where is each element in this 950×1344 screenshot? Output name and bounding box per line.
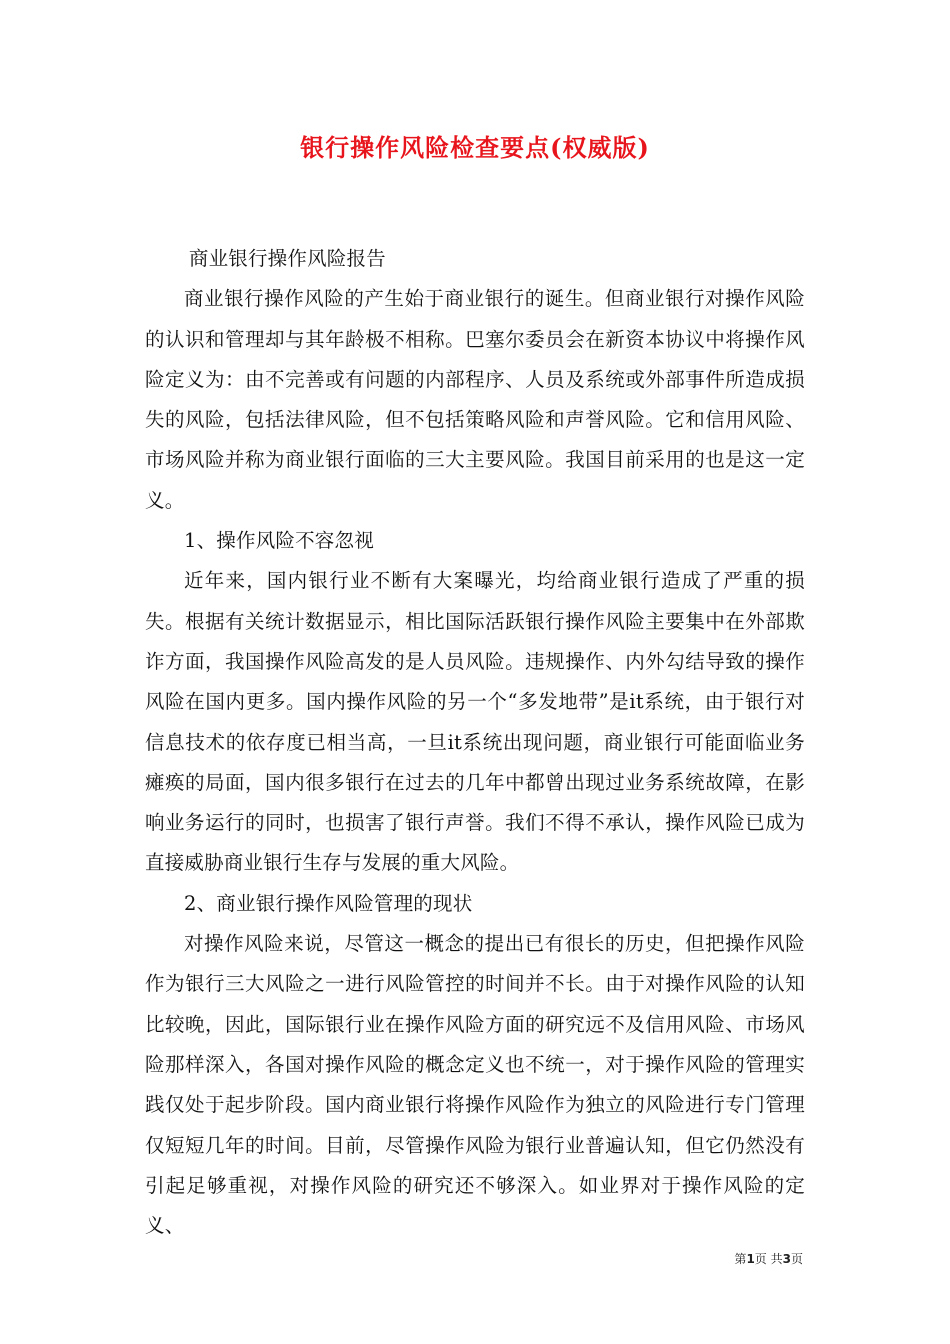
footer-prefix: 第 bbox=[734, 1252, 747, 1266]
section-subtitle: 商业银行操作风险报告 bbox=[188, 247, 386, 270]
footer-page-number: 1 bbox=[746, 1252, 755, 1266]
section-heading-2: 2、商业银行操作风险管理的现状 bbox=[184, 891, 473, 915]
footer-middle: 页 共 bbox=[754, 1252, 783, 1266]
section-heading-1: 1、操作风险不容忽视 bbox=[184, 529, 374, 553]
section-1-paragraph: 近年来，国内银行业不断有大案曝光，均给商业银行造成了严重的损失。根据有关统计数据显示，相比国际活跃银行操作风险主要集中在外部欺诈方面，我国操作风险高发的是人员风险。违规操作、内外勾结导致的操作风险在国内更多。国内操作风险的另一个“多发地带”是it系统，由于银行对信息技术的依存度已相当高，一旦it系统出现问题，商业银行可能面临业务瘫痪的局面，国内很多银行在过去的几年中都曾出现过业务系统故障，在影响业务运行的同时，也损害了银行声誉。我们不得不承认，操作风险已成为直接威胁商业银行生存与发展的重大风险。 bbox=[145, 569, 805, 875]
footer-total-pages: 3 bbox=[782, 1252, 791, 1266]
document-title: 银行操作风险检查要点(权威版) bbox=[300, 133, 650, 162]
section-2-paragraph: 对操作风险来说，尽管这一概念的提出已有很长的历史，但把操作风险作为银行三大风险之一进行风险管控的时间并不长。由于对操作风险的认知比较晚，因此，国际银行业在操作风险方面的研究远不及信用风险、市场风险那样深入，各国对操作风险的概念定义也不统一，对于操作风险的管理实践仅处于起步阶段。国内商业银行将操作风险作为独立的风险进行专门管理仅短短几年的时间。目前，尽管操作风险为银行业普遍认知，但它仍然没有引起足够重视，对操作风险的研究还不够深入。如业界对于操作风险的定义、 bbox=[145, 932, 805, 1238]
document-body bbox=[145, 239, 805, 1246]
footer-suffix: 页 bbox=[790, 1252, 803, 1266]
page-footer bbox=[734, 1251, 803, 1267]
intro-paragraph: 商业银行操作风险的产生始于商业银行的诞生。但商业银行对操作风险的认识和管理却与其年龄极不相称。巴塞尔委员会在新资本协议中将操作风险定义为：由不完善或有问题的内部程序、人员及系统或外部事件所造成损失的风险，包括法律风险，但不包括策略风险和声誉风险。它和信用风险、市场风险并称为商业银行面临的三大主要风险。我国目前采用的也是这一定义。 bbox=[145, 287, 805, 512]
